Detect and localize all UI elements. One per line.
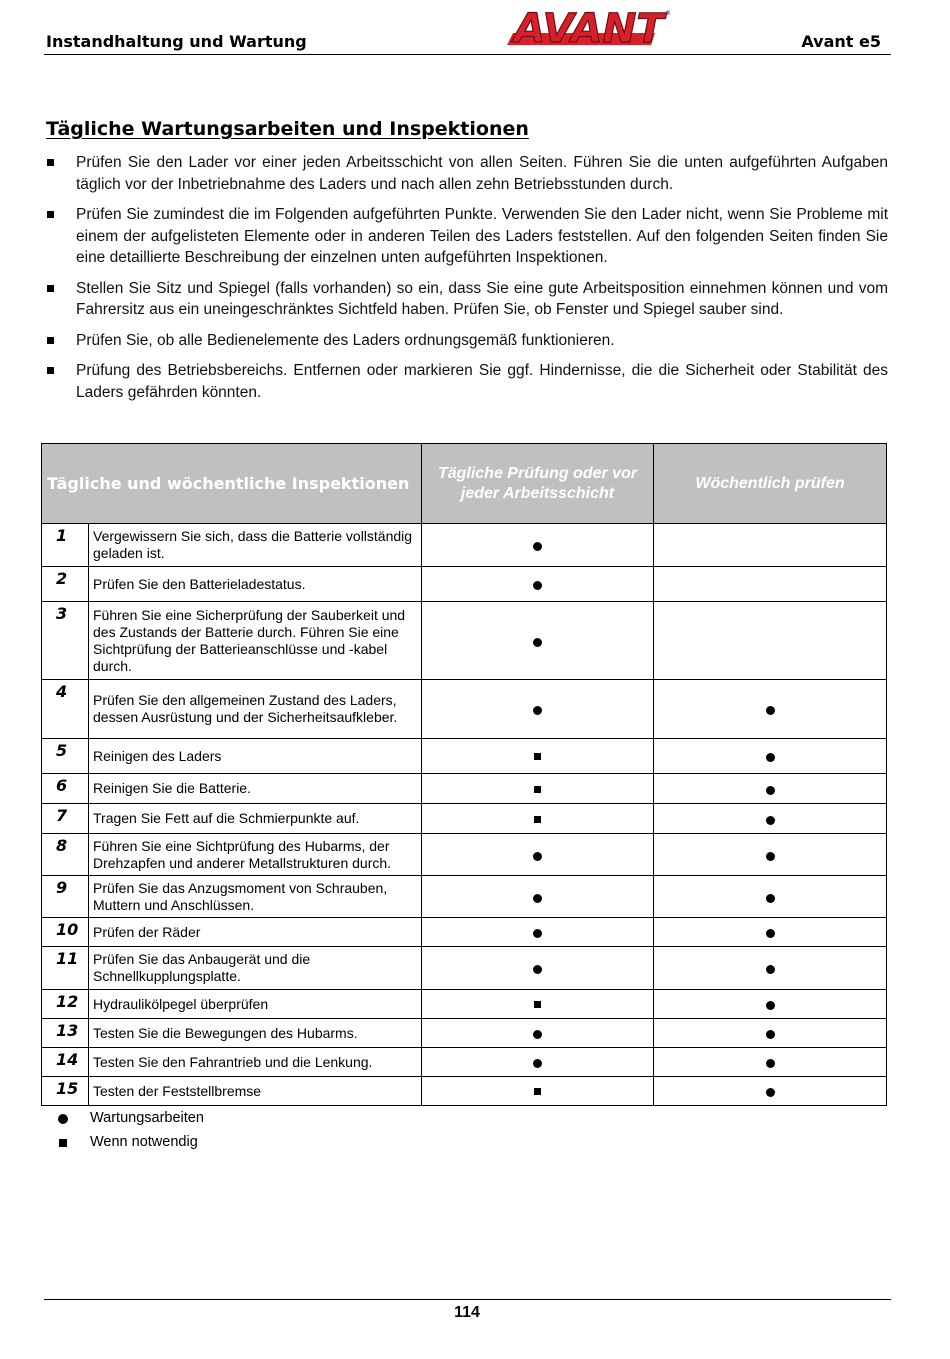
- page-header: [44, 22, 891, 55]
- dot-icon: [533, 894, 542, 903]
- table-row: [42, 1019, 887, 1048]
- row-daily-mark: [422, 834, 654, 876]
- dot-icon: [533, 965, 542, 974]
- row-daily-mark: [422, 1077, 654, 1106]
- table-row: [42, 567, 887, 602]
- row-description: Reinigen des Laders: [89, 739, 422, 774]
- header-inspections: Tägliche und wöchentliche Inspektionen: [42, 444, 422, 524]
- row-description: Prüfen der Räder: [89, 918, 422, 947]
- row-weekly-mark: [654, 804, 887, 834]
- row-description: Prüfen Sie das Anzugsmoment von Schrauben, Muttern und Anschlüssen.: [89, 876, 422, 918]
- row-description: Prüfen Sie den allgemeinen Zustand des Laders, dessen Ausrüstung und der Sicherheitsaufkleber.: [89, 680, 422, 739]
- avant-logo: [505, 5, 671, 52]
- table-row: [42, 876, 887, 918]
- row-weekly-mark: [654, 1019, 887, 1048]
- row-description: Testen Sie die Bewegungen des Hubarms.: [89, 1019, 422, 1048]
- dot-icon: [533, 1059, 542, 1068]
- dot-icon: [766, 706, 775, 715]
- row-number: 8: [42, 834, 89, 876]
- bullet-square-icon: [47, 285, 54, 292]
- dot-icon: [766, 1059, 775, 1068]
- row-weekly-mark: [654, 680, 887, 739]
- bullet-item: Stellen Sie Sitz und Spiegel (falls vorhanden) so ein, dass Sie eine gute Arbeitsposition einnehmen können und vom Fahrersitz aus ein uneingeschränktes Sichtfeld haben. Prüfen Sie, ob Fenster und Spiegel sauber sind.: [44, 278, 888, 321]
- row-number: 9: [42, 876, 89, 918]
- table-row: [42, 804, 887, 834]
- row-weekly-mark: [654, 1048, 887, 1077]
- bullet-list: [44, 152, 888, 412]
- svg-text:AVANT: AVANT: [510, 6, 667, 52]
- row-number: 15: [42, 1077, 89, 1106]
- row-description: Hydraulikölpegel überprüfen: [89, 990, 422, 1019]
- dot-icon: [766, 852, 775, 861]
- dot-icon: [58, 1114, 68, 1124]
- bullet-square-icon: [47, 159, 54, 166]
- row-weekly-mark: [654, 739, 887, 774]
- dot-icon: [766, 965, 775, 974]
- row-weekly-mark: [654, 567, 887, 602]
- table-header-row: [42, 444, 887, 524]
- row-number: 1: [42, 524, 89, 567]
- square-icon: [534, 786, 541, 793]
- inspection-table: [41, 443, 887, 1106]
- header-daily: Tägliche Prüfung oder vor jeder Arbeitsschicht: [422, 444, 654, 524]
- bullet-item: Prüfen Sie den Lader vor einer jeden Arbeitsschicht von allen Seiten. Führen Sie die unten aufgeführten Aufgaben täglich vor der Inbetriebnahme des Laders und nach allen zehn Betriebsstunden durch.: [44, 152, 888, 195]
- row-description: Testen Sie den Fahrantrieb und die Lenkung.: [89, 1048, 422, 1077]
- legend-label: Wenn notwendig: [90, 1134, 198, 1150]
- dot-icon: [533, 542, 542, 551]
- row-weekly-mark: [654, 834, 887, 876]
- row-weekly-mark: [654, 602, 887, 680]
- dot-icon: [533, 706, 542, 715]
- row-number: 14: [42, 1048, 89, 1077]
- table-row: [42, 947, 887, 990]
- table-row: [42, 739, 887, 774]
- page-title: Tägliche Wartungsarbeiten und Inspektionen: [46, 118, 529, 140]
- square-icon: [59, 1139, 67, 1147]
- row-weekly-mark: [654, 1077, 887, 1106]
- bullet-item: Prüfen Sie zumindest die im Folgenden aufgeführten Punkte. Verwenden Sie den Lader nicht, wenn Sie Probleme mit einem der aufgelisteten Elemente oder in anderen Teilen des Laders feststellen. Auf den folgenden Seiten finden Sie eine detaillierte Beschreibung der einzelnen unten aufgeführten Inspektionen.: [44, 204, 888, 269]
- row-number: 13: [42, 1019, 89, 1048]
- row-daily-mark: [422, 947, 654, 990]
- row-daily-mark: [422, 774, 654, 804]
- dot-icon: [766, 894, 775, 903]
- row-number: 11: [42, 947, 89, 990]
- row-description: Prüfen Sie das Anbaugerät und die Schnellkupplungsplatte.: [89, 947, 422, 990]
- table-row: [42, 602, 887, 680]
- row-weekly-mark: [654, 918, 887, 947]
- table-row: [42, 834, 887, 876]
- row-weekly-mark: [654, 524, 887, 567]
- row-number: 3: [42, 602, 89, 680]
- row-daily-mark: [422, 739, 654, 774]
- dot-icon: [766, 816, 775, 825]
- dot-icon: [766, 1030, 775, 1039]
- table-row: [42, 680, 887, 739]
- header-weekly: Wöchentlich prüfen: [654, 444, 887, 524]
- row-daily-mark: [422, 567, 654, 602]
- row-description: Reinigen Sie die Batterie.: [89, 774, 422, 804]
- bullet-square-icon: [47, 337, 54, 344]
- row-daily-mark: [422, 602, 654, 680]
- header-product-name: Avant e5: [801, 32, 881, 51]
- bullet-item: Prüfen Sie, ob alle Bedienelemente des Laders ordnungsgemäß funktionieren.: [44, 330, 888, 352]
- page-number: 114: [454, 1304, 480, 1321]
- row-description: Prüfen Sie den Batterieladestatus.: [89, 567, 422, 602]
- dot-icon: [533, 929, 542, 938]
- square-icon: [534, 816, 541, 823]
- row-daily-mark: [422, 1019, 654, 1048]
- row-weekly-mark: [654, 947, 887, 990]
- row-daily-mark: [422, 804, 654, 834]
- bullet-item: Prüfung des Betriebsbereichs. Entfernen oder markieren Sie ggf. Hindernisse, die die Sicherheit oder Stabilität des Laders gefährden könnten.: [44, 360, 888, 403]
- dot-icon: [766, 929, 775, 938]
- row-description: Führen Sie eine Sicherprüfung der Sauberkeit und des Zustands der Batterie durch. Führen Sie eine Sichtprüfung der Batterieanschlüsse und -kabel durch.: [89, 602, 422, 680]
- dot-icon: [766, 753, 775, 762]
- table-row: [42, 1048, 887, 1077]
- row-daily-mark: [422, 524, 654, 567]
- dot-icon: [766, 786, 775, 795]
- dot-icon: [766, 1088, 775, 1097]
- row-daily-mark: [422, 990, 654, 1019]
- dot-icon: [533, 852, 542, 861]
- legend-label: Wartungsarbeiten: [90, 1110, 204, 1126]
- row-number: 2: [42, 567, 89, 602]
- table-row: [42, 918, 887, 947]
- row-description: Testen der Feststellbremse: [89, 1077, 422, 1106]
- table-row: [42, 1077, 887, 1106]
- bullet-square-icon: [47, 367, 54, 374]
- row-daily-mark: [422, 918, 654, 947]
- row-description: Tragen Sie Fett auf die Schmierpunkte auf.: [89, 804, 422, 834]
- row-daily-mark: [422, 1048, 654, 1077]
- dot-icon: [533, 638, 542, 647]
- row-number: 12: [42, 990, 89, 1019]
- row-number: 10: [42, 918, 89, 947]
- dot-icon: [533, 1030, 542, 1039]
- row-number: 4: [42, 680, 89, 739]
- table-row: [42, 990, 887, 1019]
- row-daily-mark: [422, 680, 654, 739]
- row-weekly-mark: [654, 990, 887, 1019]
- row-description: Führen Sie eine Sichtprüfung des Hubarms, der Drehzapfen und anderer Metallstrukturen durch.: [89, 834, 422, 876]
- dot-icon: [533, 581, 542, 590]
- bullet-square-icon: [47, 211, 54, 218]
- row-number: 7: [42, 804, 89, 834]
- row-weekly-mark: [654, 774, 887, 804]
- square-icon: [534, 753, 541, 760]
- footer-divider: [44, 1299, 891, 1300]
- dot-icon: [766, 1001, 775, 1010]
- row-number: 6: [42, 774, 89, 804]
- svg-text:®: ®: [665, 10, 671, 17]
- row-daily-mark: [422, 876, 654, 918]
- table-row: [42, 774, 887, 804]
- table-row: [42, 524, 887, 567]
- header-section-title: Instandhaltung und Wartung: [46, 32, 307, 51]
- square-icon: [534, 1088, 541, 1095]
- row-description: Vergewissern Sie sich, dass die Batterie vollständig geladen ist.: [89, 524, 422, 567]
- row-weekly-mark: [654, 876, 887, 918]
- square-icon: [534, 1001, 541, 1008]
- row-number: 5: [42, 739, 89, 774]
